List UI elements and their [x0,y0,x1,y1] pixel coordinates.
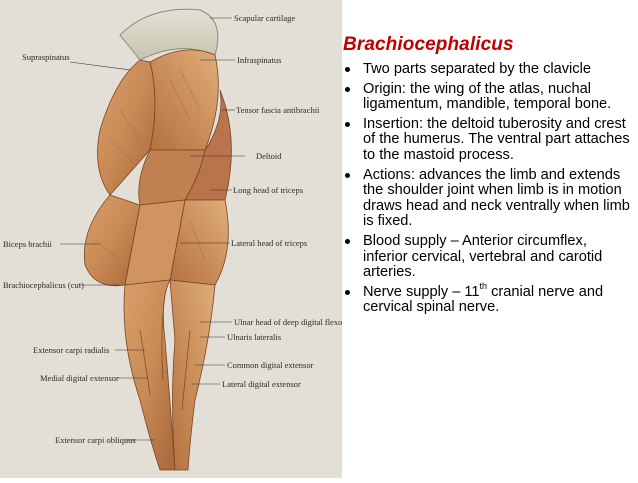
slide-title: Brachiocephalicus [343,34,514,55]
label-extensor-carpi-radialis: Extensor carpi radialis [33,345,110,355]
label-ulnar-head: Ulnar head of deep digital flexor [234,317,342,327]
label-infraspinatus: Infraspinatus [237,55,282,65]
label-long-head-triceps: Long head of triceps [233,185,304,195]
bullet-icon [345,87,350,92]
bullet-text-post: cranial nerve and cervical spinal nerve. [363,283,604,316]
bullet-item [343,234,633,281]
bullet-text: Two parts separated by the clavicle [363,61,591,77]
bullet-superscript: th [479,280,488,291]
bullet-item [343,168,633,230]
label-medial-digital-extensor: Medial digital extensor [40,373,119,383]
label-lateral-digital-extensor: Lateral digital extensor [222,379,301,389]
label-brachiocephalicus-cut: Brachiocephalicus (cut) [3,280,84,290]
bullet-icon [345,173,350,178]
bullet-text: Actions: advances the limb and extends the shoulder joint when limb is in motion draws head and neck ventrally when limb is fixed. [363,166,630,230]
label-tensor-fascia: Tensor fascia antibrachii [236,105,320,115]
label-scapular-cartilage: Scapular cartilage [234,13,296,23]
bullet-icon [345,67,350,72]
label-common-digital-extensor: Common digital extensor [227,360,314,370]
bullet-item [343,280,633,316]
bullet-item [343,117,633,164]
label-deltoid: Deltoid [256,151,282,161]
bullet-icon [345,239,350,244]
bullet-icon [345,290,350,295]
label-biceps-brachii: Biceps brachii [3,239,52,249]
label-extensor-carpi-obliquus: Extensor carpi obliquus [55,435,136,445]
bullet-text: Origin: the wing of the atlas, nuchal ligamentum, mandible, temporal bone. [363,80,612,113]
label-ulnaris-lateralis: Ulnaris lateralis [227,332,282,342]
bullet-text: Insertion: the deltoid tuberosity and crest of the humerus. The ventral part attaches to the mastoid process. [363,115,630,163]
label-lateral-head-triceps: Lateral head of triceps [231,238,308,248]
slide-text-panel [343,34,633,320]
bullet-text-pre: Nerve supply – 11 [363,283,480,300]
bullet-item [343,82,633,113]
bullet-item [343,62,633,78]
bullet-text: Blood supply – Anterior circumflex, inferior cervical, vertebral and carotid arteries. [363,232,603,281]
bullet-icon [345,122,350,127]
bullet-list [343,62,633,316]
label-supraspinatus: Supraspinatus [22,52,70,62]
